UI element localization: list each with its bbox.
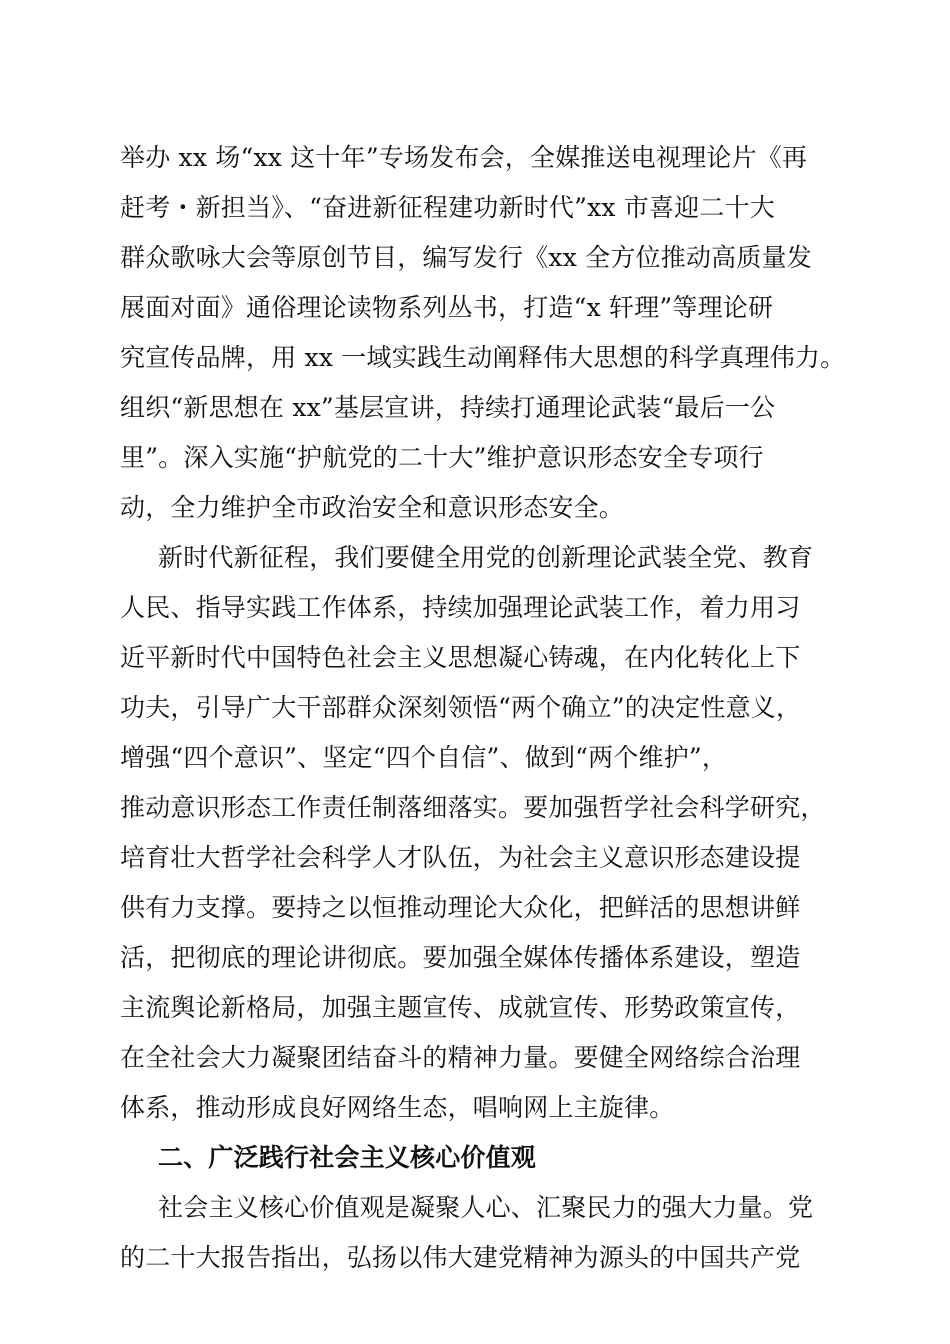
paragraph-line: 培育壮大哲学社会科学人才队伍，为社会主义意识形态建设提 bbox=[120, 843, 801, 872]
paragraph-line: 增强“四个意识”、坚定“四个自信”、做到“两个维护”， bbox=[120, 743, 728, 772]
paragraph-line: 的二十大报告指出，弘扬以伟大建党精神为源头的中国共产党 bbox=[120, 1243, 801, 1272]
paragraph-line: 推动意识形态工作责任制落细落实。要加强哲学社会科学研究， bbox=[120, 793, 826, 822]
paragraph-line: 究宣传品牌，用 xx 一域实践生动阐释伟大思想的科学真理伟力。 bbox=[120, 343, 846, 372]
paragraph-line: 新时代新征程，我们要健全用党的创新理论武装全党、教育 bbox=[158, 543, 814, 572]
paragraph-line: 活，把彻底的理论讲彻底。要加强全媒体传播体系建设，塑造 bbox=[120, 943, 801, 972]
paragraph-line: 在全社会大力凝聚团结奋斗的精神力量。要健全网络综合治理 bbox=[120, 1043, 801, 1072]
paragraph-line: 主流舆论新格局，加强主题宣传、成就宣传、形势政策宣传， bbox=[120, 993, 801, 1022]
paragraph-line: 举办 xx 场“xx 这十年”专场发布会，全媒推送电视理论片《再 bbox=[120, 143, 808, 172]
section-heading: 二、广泛践行社会主义核心价值观 bbox=[158, 1143, 537, 1172]
paragraph-line: 动，全力维护全市政治安全和意识形态安全。 bbox=[120, 493, 625, 522]
paragraph-line: 供有力支撑。要持之以恒推动理论大众化，把鲜活的思想讲鲜 bbox=[120, 893, 801, 922]
paragraph-line: 近平新时代中国特色社会主义思想凝心铸魂，在内化转化上下 bbox=[120, 643, 801, 672]
paragraph-line: 体系，推动形成良好网络生态，唱响网上主旋律。 bbox=[120, 1093, 675, 1122]
paragraph-line: 人民、指导实践工作体系，持续加强理论武装工作，着力用习 bbox=[120, 593, 801, 622]
paragraph-line: 功夫，引导广大干部群众深刻领悟“两个确立”的决定性意义， bbox=[120, 693, 802, 722]
paragraph-line: 赶考・新担当》、“奋进新征程建功新时代”xx 市喜迎二十大 bbox=[120, 193, 776, 222]
paragraph-line: 里”。深入实施“护航党的二十大”维护意识形态安全专项行 bbox=[120, 443, 764, 472]
paragraph-line: 展面对面》通俗理论读物系列丛书，打造“x 轩理”等理论研 bbox=[120, 293, 774, 322]
paragraph-line: 组织“新思想在 xx”基层宣讲，持续打通理论武装“最后一公 bbox=[120, 393, 776, 422]
paragraph-line: 群众歌咏大会等原创节目，编写发行《xx 全方位推动高质量发 bbox=[120, 243, 812, 272]
paragraph-line: 社会主义核心价值观是凝聚人心、汇聚民力的强大力量。党 bbox=[158, 1193, 814, 1222]
